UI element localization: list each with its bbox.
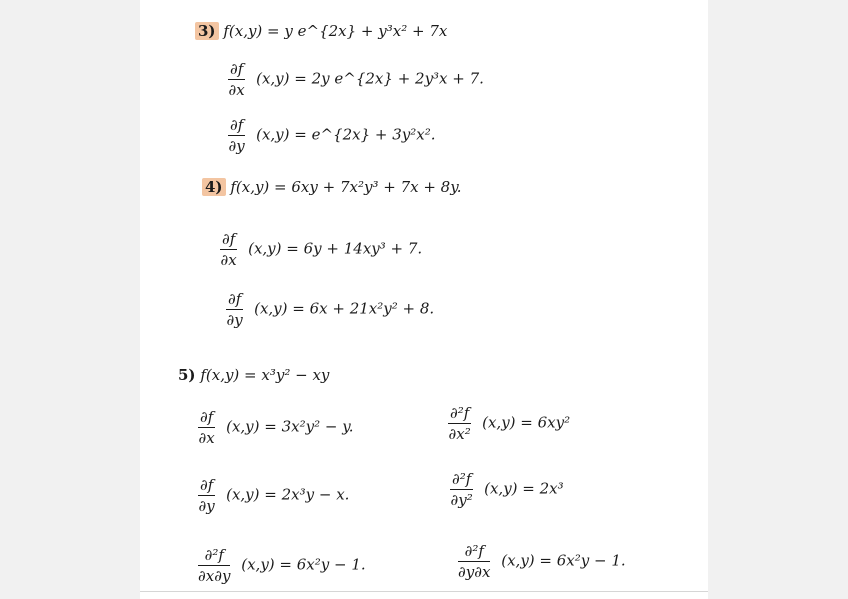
p5-mixed-partial-xy-fraction	[198, 546, 230, 585]
p5-partial-y-fraction	[198, 476, 215, 515]
p5-mixed-partial-yx-expression: (x,y) = 6x²y − 1.	[501, 551, 626, 570]
p5-mixed-partial-xy	[198, 546, 366, 585]
problem-5-header	[178, 366, 329, 384]
p3-partial-x-fraction	[228, 60, 245, 99]
p5-partial-x	[198, 408, 353, 447]
p3-partial-x	[228, 60, 484, 99]
p4-partial-y-expression: (x,y) = 6x + 21x²y² + 8.	[254, 299, 435, 318]
problem-4-header	[202, 178, 461, 196]
problem-3-header	[195, 22, 447, 40]
p5-second-partial-yy-fraction	[450, 470, 473, 509]
p3-partial-y-expression: (x,y) = e^{2x} + 3y²x².	[256, 125, 436, 144]
p4-partial-x-denominator: ∂x	[220, 251, 237, 269]
handwritten-page	[140, 0, 708, 599]
page-bottom-divider	[140, 591, 708, 592]
p5-second-partial-yy-denominator: ∂y²	[450, 491, 473, 509]
p4-partial-y-denominator: ∂y	[226, 311, 243, 329]
p5-mixed-partial-yx	[458, 542, 626, 581]
p5-partial-x-denominator: ∂x	[198, 429, 215, 447]
p5-second-partial-yy-expression: (x,y) = 2x³	[484, 479, 564, 498]
p4-partial-y	[226, 290, 434, 329]
p3-partial-y-numerator: ∂f	[230, 116, 244, 134]
p4-partial-x-expression: (x,y) = 6y + 14xy³ + 7.	[248, 239, 423, 258]
problem-3-function: f(x,y) = y e^{2x} + y³x² + 7x	[223, 22, 448, 40]
p3-partial-x-expression: (x,y) = 2y e^{2x} + 2y³x + 7.	[256, 69, 484, 88]
p5-partial-y	[198, 476, 349, 515]
p5-second-partial-yy	[450, 470, 564, 509]
p5-partial-y-expression: (x,y) = 2x³y − x.	[226, 485, 350, 504]
p5-partial-x-numerator: ∂f	[200, 408, 214, 426]
p5-second-partial-xx-expression: (x,y) = 6xy²	[482, 413, 571, 432]
p5-partial-y-denominator: ∂y	[198, 497, 215, 515]
p4-partial-y-numerator: ∂f	[228, 290, 242, 308]
p5-second-partial-xx-numerator: ∂²f	[450, 404, 470, 422]
p5-mixed-partial-yx-fraction	[458, 542, 490, 581]
p5-mixed-partial-yx-denominator: ∂y∂x	[458, 563, 491, 581]
p5-partial-y-numerator: ∂f	[200, 476, 214, 494]
problem-5-number: 5)	[178, 366, 196, 384]
p4-partial-y-fraction	[226, 290, 243, 329]
p5-mixed-partial-yx-numerator: ∂²f	[458, 542, 490, 562]
p4-partial-x-numerator: ∂f	[222, 230, 236, 248]
p5-partial-x-expression: (x,y) = 3x²y² − y.	[226, 417, 354, 436]
problem-5-function: f(x,y) = x³y² − xy	[200, 366, 330, 384]
p3-partial-x-numerator: ∂f	[230, 60, 244, 78]
p4-partial-x	[220, 230, 422, 269]
p5-second-partial-xx-denominator: ∂x²	[448, 425, 471, 443]
problem-3-number: 3)	[195, 22, 219, 40]
p5-mixed-partial-xy-numerator: ∂²f	[198, 546, 230, 566]
p3-partial-x-denominator: ∂x	[228, 81, 245, 99]
p5-second-partial-yy-numerator: ∂²f	[452, 470, 472, 488]
p5-mixed-partial-xy-expression: (x,y) = 6x²y − 1.	[241, 555, 366, 574]
p5-second-partial-xx	[448, 404, 570, 443]
p5-mixed-partial-xy-denominator: ∂x∂y	[198, 567, 231, 585]
problem-4-number: 4)	[202, 178, 226, 196]
p3-partial-y	[228, 116, 436, 155]
p5-partial-x-fraction	[198, 408, 215, 447]
p5-second-partial-xx-fraction	[448, 404, 471, 443]
p3-partial-y-fraction	[228, 116, 245, 155]
p4-partial-x-fraction	[220, 230, 237, 269]
p3-partial-y-denominator: ∂y	[228, 137, 245, 155]
problem-4-function: f(x,y) = 6xy + 7x²y³ + 7x + 8y.	[230, 178, 462, 196]
